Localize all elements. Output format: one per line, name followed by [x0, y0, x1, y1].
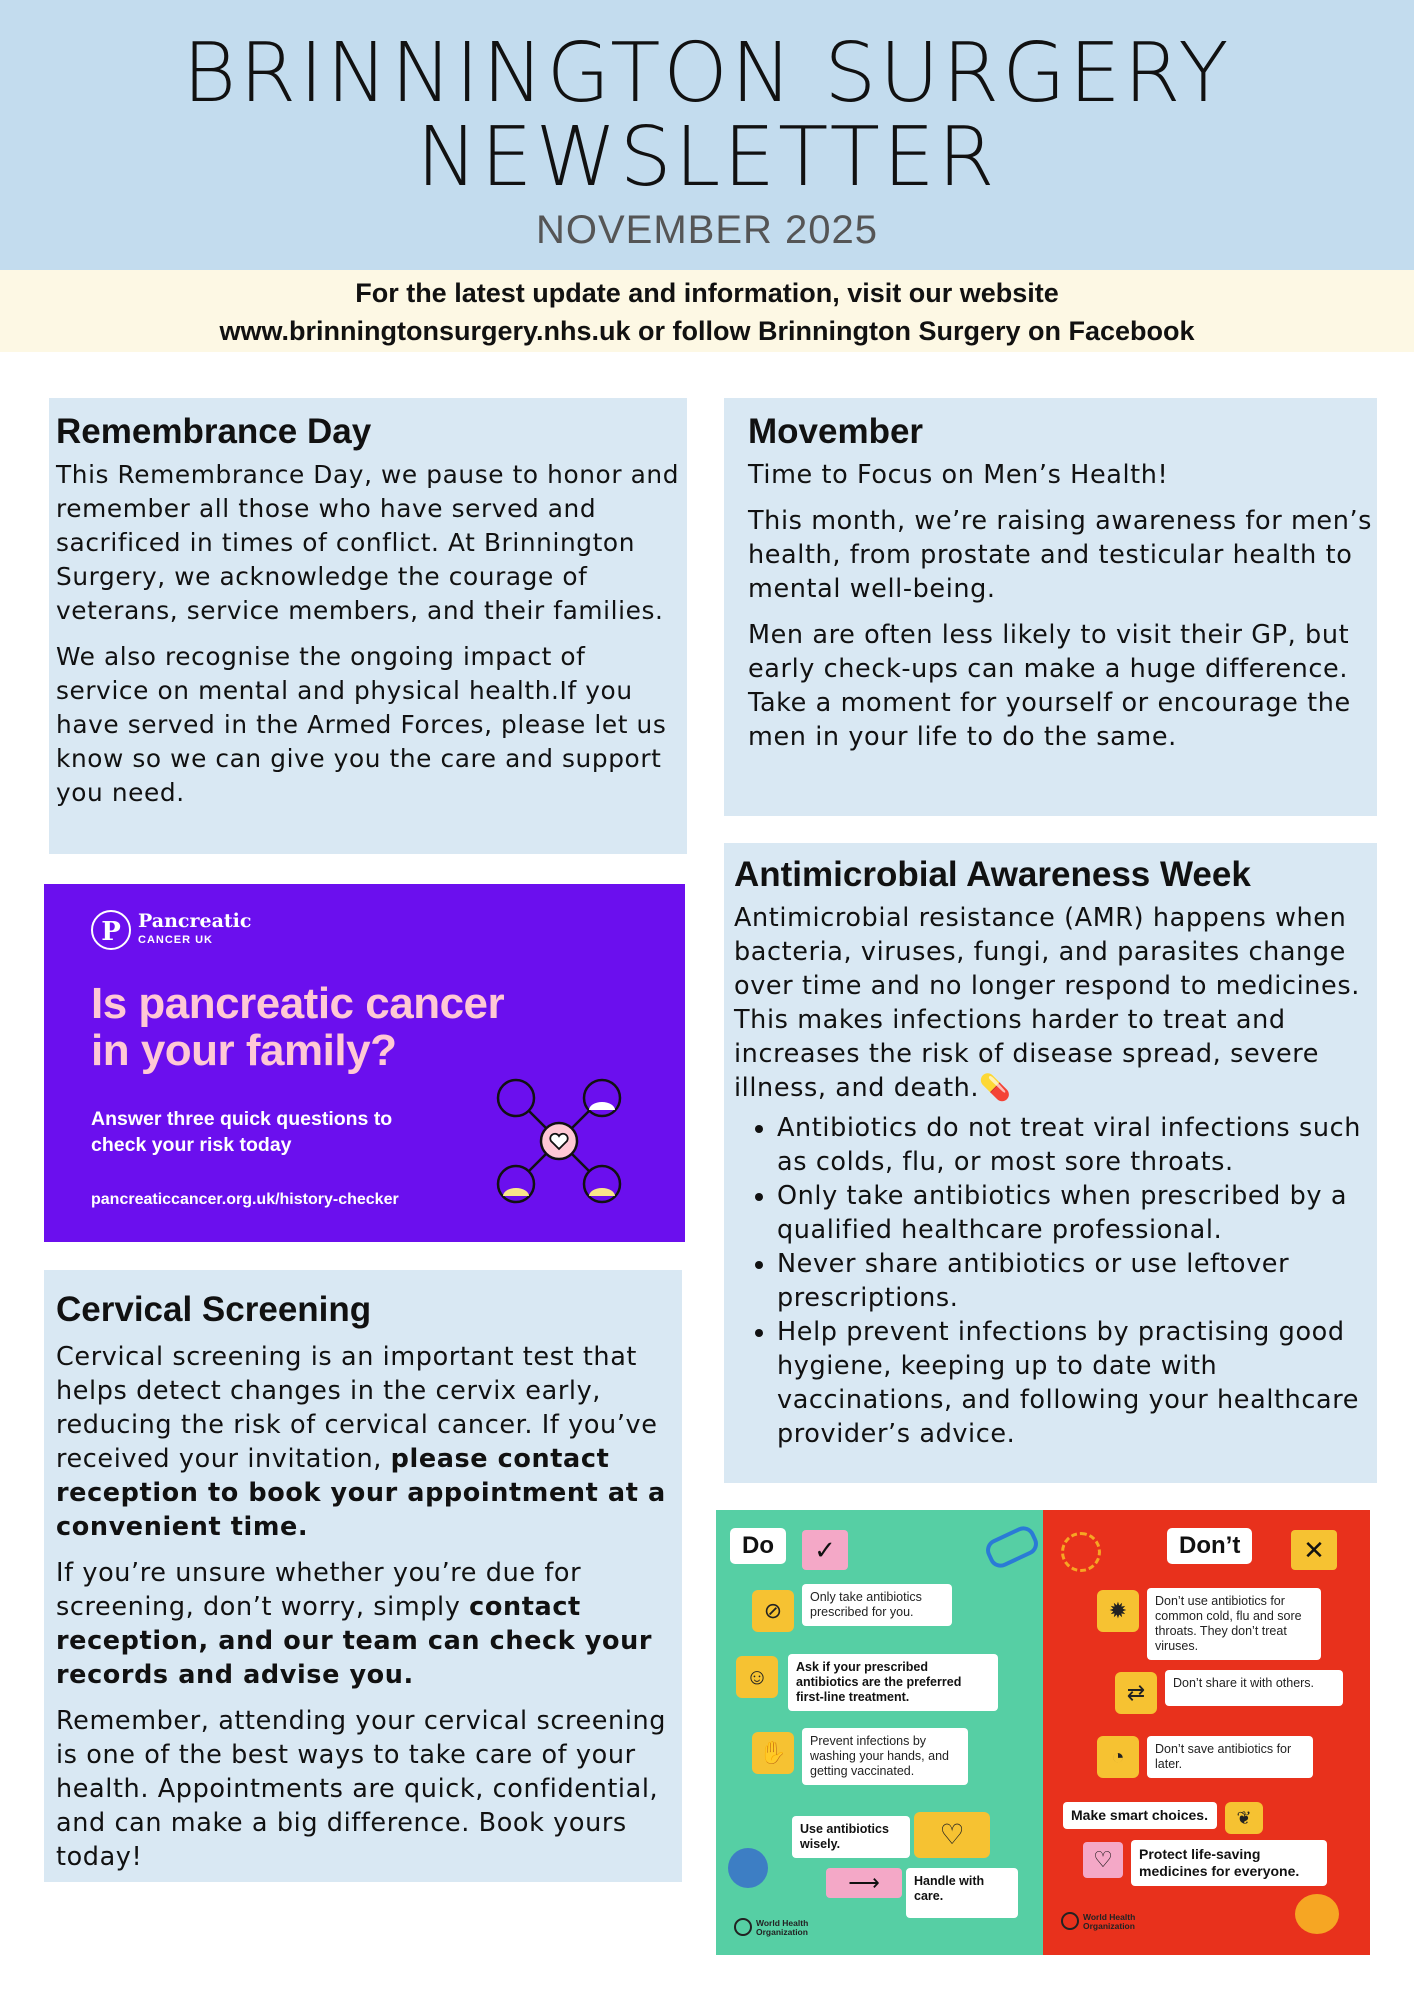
dont-panel [1043, 1510, 1370, 1955]
who-logo-icon [1061, 1912, 1079, 1930]
movember-paragraph-3: Men are often less likely to visit their GP, but early check-ups can make a huge difference. Take a moment for yourself or encourage the men in your life to do the same. [748, 620, 1351, 752]
cervical-title: Cervical Screening [56, 1290, 372, 1329]
header [0, 0, 1414, 270]
amr-title: Antimicrobial Awareness Week [734, 855, 1251, 894]
who-logo-icon [734, 1918, 752, 1936]
amr-intro-text: Antimicrobial resistance (AMR) happens when bacteria, viruses, fungi, and parasites change over time and no longer respond to medicines. This makes infections harder to treat and increases the risk of disease spread, severe illness, and death. [734, 903, 1360, 1103]
heart-icon: ♡ [1083, 1842, 1123, 1878]
who-logo-text [1083, 1913, 1135, 1931]
remembrance-paragraph-1: This Remembrance Day, we pause to honor and remember all those who have served and sacrificed in times of conflict. At Brinnington Surgery, we acknowledge the courage of veterans, service members, and their families. [56, 460, 680, 625]
newsletter-title-line1: BRINNINGTON SURGERY [182, 26, 1232, 121]
who-logo-line1: World Health [1083, 1912, 1136, 1922]
patient-doctor-icon: ☺ [736, 1656, 778, 1698]
pancreatic-headline-line2: in your family? [91, 1026, 397, 1075]
virus-icon: ✹ [1097, 1590, 1139, 1632]
cervical-p1-text: Cervical screening is an important test that helps detect changes in the cervix early, reducing the risk of cervical cancer. If you’ve received your invitation, [56, 1342, 658, 1474]
remembrance-card [49, 398, 687, 854]
handwashing-icon: ✋ [752, 1732, 794, 1774]
banner-line1: For the latest update and information, visit our website [355, 278, 1059, 308]
who-logo-line1: World Health [756, 1918, 809, 1928]
list-item: • Never share antibiotics or use leftover prescriptions. [777, 1247, 1374, 1315]
pill-icon: 💊 [979, 1073, 1012, 1103]
cervical-paragraph-1 [56, 1340, 678, 1544]
amr-intro [734, 901, 1374, 1105]
heart-icon: ♡ [914, 1812, 990, 1858]
cervical-p1-bold: please contact reception to book your appointment at a convenient time. [56, 1444, 666, 1542]
bacteria-cluster-icon [1295, 1894, 1339, 1934]
sharing-icon: ⇄ [1115, 1672, 1157, 1714]
smart-choices: Make smart choices. [1063, 1802, 1217, 1829]
newsletter-month: NOVEMBER 2025 [535, 208, 879, 252]
who-logo-text [756, 1919, 808, 1937]
newsletter-title-line2: NEWSLETTER [416, 110, 998, 205]
virus-cluster-icon [728, 1848, 768, 1888]
who-logo-line2: Organization [756, 1927, 808, 1937]
do-label: Do [730, 1528, 786, 1564]
cervical-card [44, 1270, 682, 1882]
pancreatic-subtext: Answer three quick questions to check your risk today [91, 1108, 393, 1156]
who-logo-line2: Organization [1083, 1921, 1135, 1931]
who-antibiotics-graphic [716, 1510, 1370, 1955]
cervical-paragraph-2 [56, 1556, 678, 1692]
movember-paragraph-1: Time to Focus on Men’s Health! [748, 460, 1169, 490]
check-icon: ✓ [802, 1530, 848, 1570]
dont-item-1: Don’t use antibiotics for common cold, flu and sore throats. They don’t treat viruses. [1147, 1588, 1321, 1660]
dont-item-2: Don’t share it with others. [1165, 1670, 1343, 1706]
use-wisely: Use antibiotics wisely. [792, 1816, 910, 1858]
piggy-bank-icon: ◔ [1097, 1736, 1139, 1778]
pancreatic-logo-icon: P [91, 910, 131, 950]
brain-icon: ❦ [1225, 1802, 1263, 1834]
info-banner [0, 270, 1414, 352]
remembrance-title: Remembrance Day [56, 412, 372, 451]
pancreatic-brand-sub: CANCER UK [138, 934, 213, 946]
list-item: • Antibiotics do not treat viral infections such as colds, flu, or most sore throats. [777, 1111, 1374, 1179]
do-item-2: Ask if your prescribed antibiotics are the preferred first-line treatment. [788, 1654, 998, 1711]
cervical-p2-text: If you’re unsure whether you’re due for screening, don’t worry, simply [56, 1558, 582, 1622]
do-item-1: Only take antibiotics prescribed for you. [802, 1584, 952, 1626]
pancreatic-brand: Pancreatic [138, 910, 252, 932]
cross-icon: ✕ [1291, 1530, 1337, 1570]
protect-medicines: Protect life-saving medicines for everyone. [1131, 1840, 1327, 1886]
pancreatic-url[interactable]: pancreaticcancer.org.uk/history-checker [91, 1191, 399, 1208]
do-item-3: Prevent infections by washing your hands, and getting vaccinated. [802, 1728, 968, 1785]
do-panel [716, 1510, 1043, 1955]
bacteria-icon [982, 1522, 1042, 1571]
handle-care: Handle with care. [906, 1868, 1018, 1918]
amr-bullet-list [734, 1111, 1374, 1451]
amr-card [724, 843, 1377, 1483]
dont-label: Don’t [1167, 1528, 1252, 1564]
movember-card [724, 398, 1377, 816]
banner-line2[interactable]: www.brinningtonsurgery.nhs.uk or follow Brinnington Surgery on Facebook [219, 316, 1195, 346]
cervical-p2-bold: contact reception, and our team can check your records and advise you. [56, 1592, 653, 1690]
pancreatic-headline [91, 980, 611, 1074]
dont-item-3: Don’t save antibiotics for later. [1147, 1736, 1313, 1778]
pill-icon: ⊘ [752, 1590, 794, 1632]
pancreatic-cancer-ad[interactable] [44, 884, 685, 1242]
arrow-right-icon: ⟶ [826, 1868, 902, 1898]
cervical-paragraph-3: Remember, attending your cervical screening is one of the best ways to take care of your health. Appointments are quick, confidential, and can make a big difference. Book yours today! [56, 1706, 667, 1872]
virus-icon [1061, 1532, 1101, 1572]
remembrance-paragraph-2: We also recognise the ongoing impact of service on mental and physical health.If you have served in the Armed Forces, please let us know so we can give you the care and support you need. [56, 642, 667, 807]
list-item: • Only take antibiotics when prescribed by a qualified healthcare professional. [777, 1179, 1374, 1247]
movember-paragraph-2: This month, we’re raising awareness for men’s health, from prostate and testicular health to mental well-being. [748, 506, 1373, 604]
movember-title: Movember [748, 412, 924, 451]
pancreatic-headline-line1: Is pancreatic cancer [91, 979, 505, 1028]
list-item: • Help prevent infections by practising good hygiene, keeping up to date with vaccinations, and following your healthcare provider’s advice. [777, 1315, 1374, 1451]
family-tree-icon [494, 1076, 624, 1206]
